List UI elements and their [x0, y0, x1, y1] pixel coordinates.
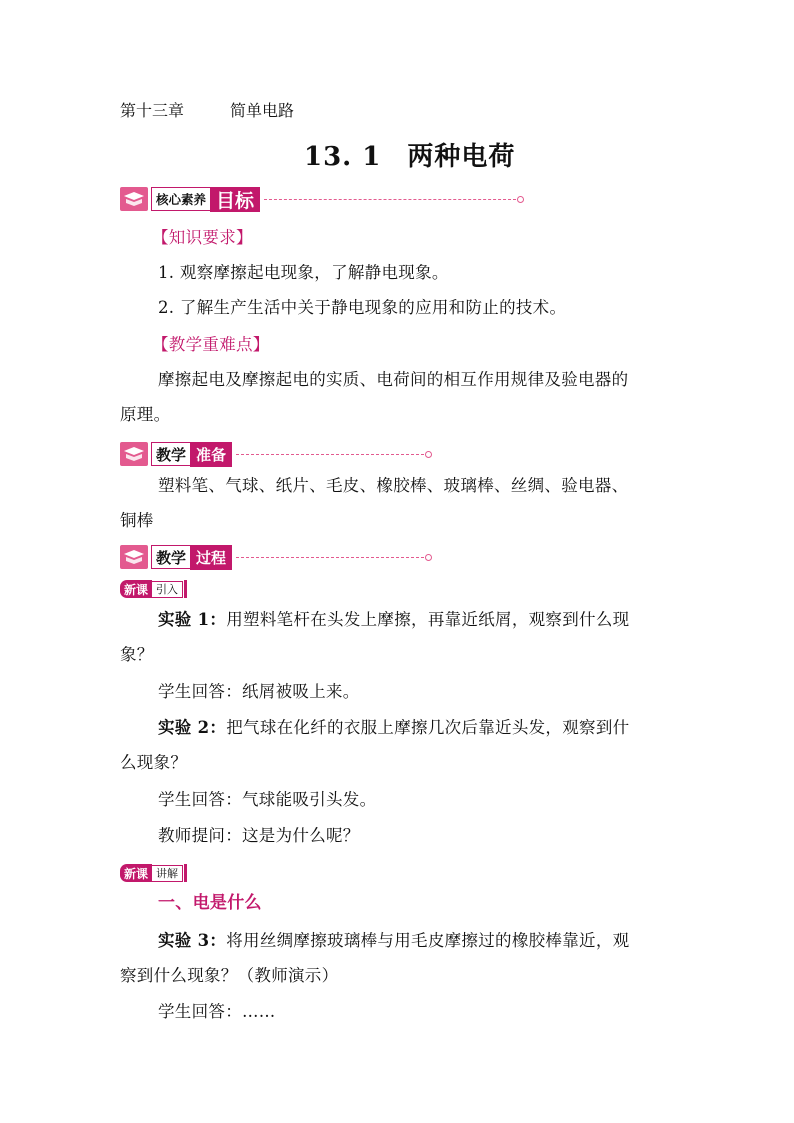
- book-icon: [120, 187, 148, 211]
- experiment-1-label: 实验 1：: [158, 610, 227, 629]
- key-points-line-1: 摩擦起电及摩擦起电的实质、电荷间的相互作用规律及验电器的: [158, 370, 629, 389]
- section-banner-goals: [120, 187, 524, 211]
- book-icon: [120, 545, 148, 569]
- experiment-3-line-2: 察到什么现象？（教师演示）: [120, 966, 339, 985]
- goal-item-2: 2. 了解生产生活中关于静电现象的应用和防止的技术。: [158, 298, 567, 317]
- rule-end-dot: [425, 451, 432, 458]
- student-answer-1: 学生回答：纸屑被吸上来。: [158, 682, 360, 701]
- experiment-3: [158, 933, 629, 950]
- chapter-heading: [120, 98, 294, 121]
- section-banner-process: [120, 545, 432, 569]
- lesson-title: [304, 136, 515, 173]
- goal-item-1: 1. 观察摩擦起电现象，了解静电现象。: [158, 263, 449, 282]
- tag-end-bar: [184, 864, 187, 882]
- key-points-heading: 【教学重难点】: [152, 335, 270, 354]
- tag-right-label: 讲解: [152, 865, 183, 882]
- rule-end-dot: [517, 196, 524, 203]
- experiment-3-text: 将用丝绸摩擦玻璃棒与用毛皮摩擦过的橡胶棒靠近，观: [226, 931, 630, 950]
- tag-left-label: 新课: [120, 864, 152, 882]
- student-answer-3: 学生回答：……: [158, 1002, 276, 1021]
- dashed-rule: [236, 454, 424, 455]
- lesson-number: 13. 1: [304, 142, 382, 172]
- prep-line-1: 塑料笔、气球、纸片、毛皮、橡胶棒、玻璃棒、丝绸、验电器、: [158, 476, 629, 495]
- experiment-1-text: 用塑料笔杆在头发上摩擦，再靠近纸屑，观察到什么现: [226, 610, 630, 629]
- tag-new-lesson-intro: [120, 580, 187, 598]
- rule-end-dot: [425, 554, 432, 561]
- student-answer-2: 学生回答：气球能吸引头发。: [158, 790, 377, 809]
- lesson-name: 两种电荷: [407, 142, 516, 172]
- experiment-2-label: 实验 2：: [158, 718, 227, 737]
- banner-right-label: 目标: [210, 187, 260, 212]
- banner-right-label: 过程: [190, 545, 232, 570]
- banner-left-label: 教学: [151, 442, 190, 466]
- banner-left-label: 核心素养: [151, 187, 210, 211]
- experiment-2-line-2: 么现象？: [120, 753, 188, 772]
- experiment-2-text: 把气球在化纤的衣服上摩擦几次后靠近头发，观察到什: [226, 718, 630, 737]
- chapter-name: 简单电路: [230, 101, 295, 120]
- book-icon: [120, 442, 148, 466]
- tag-right-label: 引入: [152, 581, 183, 598]
- banner-right-label: 准备: [190, 442, 232, 467]
- knowledge-heading: 【知识要求】: [152, 228, 253, 247]
- teacher-question: 教师提问：这是为什么呢？: [158, 826, 360, 845]
- tag-end-bar: [184, 580, 187, 598]
- banner-left-label: 教学: [151, 545, 190, 569]
- experiment-1-line-2: 象？: [120, 645, 154, 664]
- dashed-rule: [264, 199, 516, 200]
- section-banner-prep: [120, 442, 432, 466]
- tag-left-label: 新课: [120, 580, 152, 598]
- prep-line-2: 铜棒: [120, 511, 154, 530]
- chapter-number: 第十三章: [120, 101, 185, 120]
- lecture-heading: 一、电是什么: [158, 893, 262, 913]
- experiment-3-label: 实验 3：: [158, 931, 227, 950]
- dashed-rule: [236, 557, 424, 558]
- experiment-1: [158, 612, 629, 629]
- tag-new-lesson-lecture: [120, 864, 187, 882]
- experiment-2: [158, 720, 629, 737]
- key-points-line-2: 原理。: [120, 405, 171, 424]
